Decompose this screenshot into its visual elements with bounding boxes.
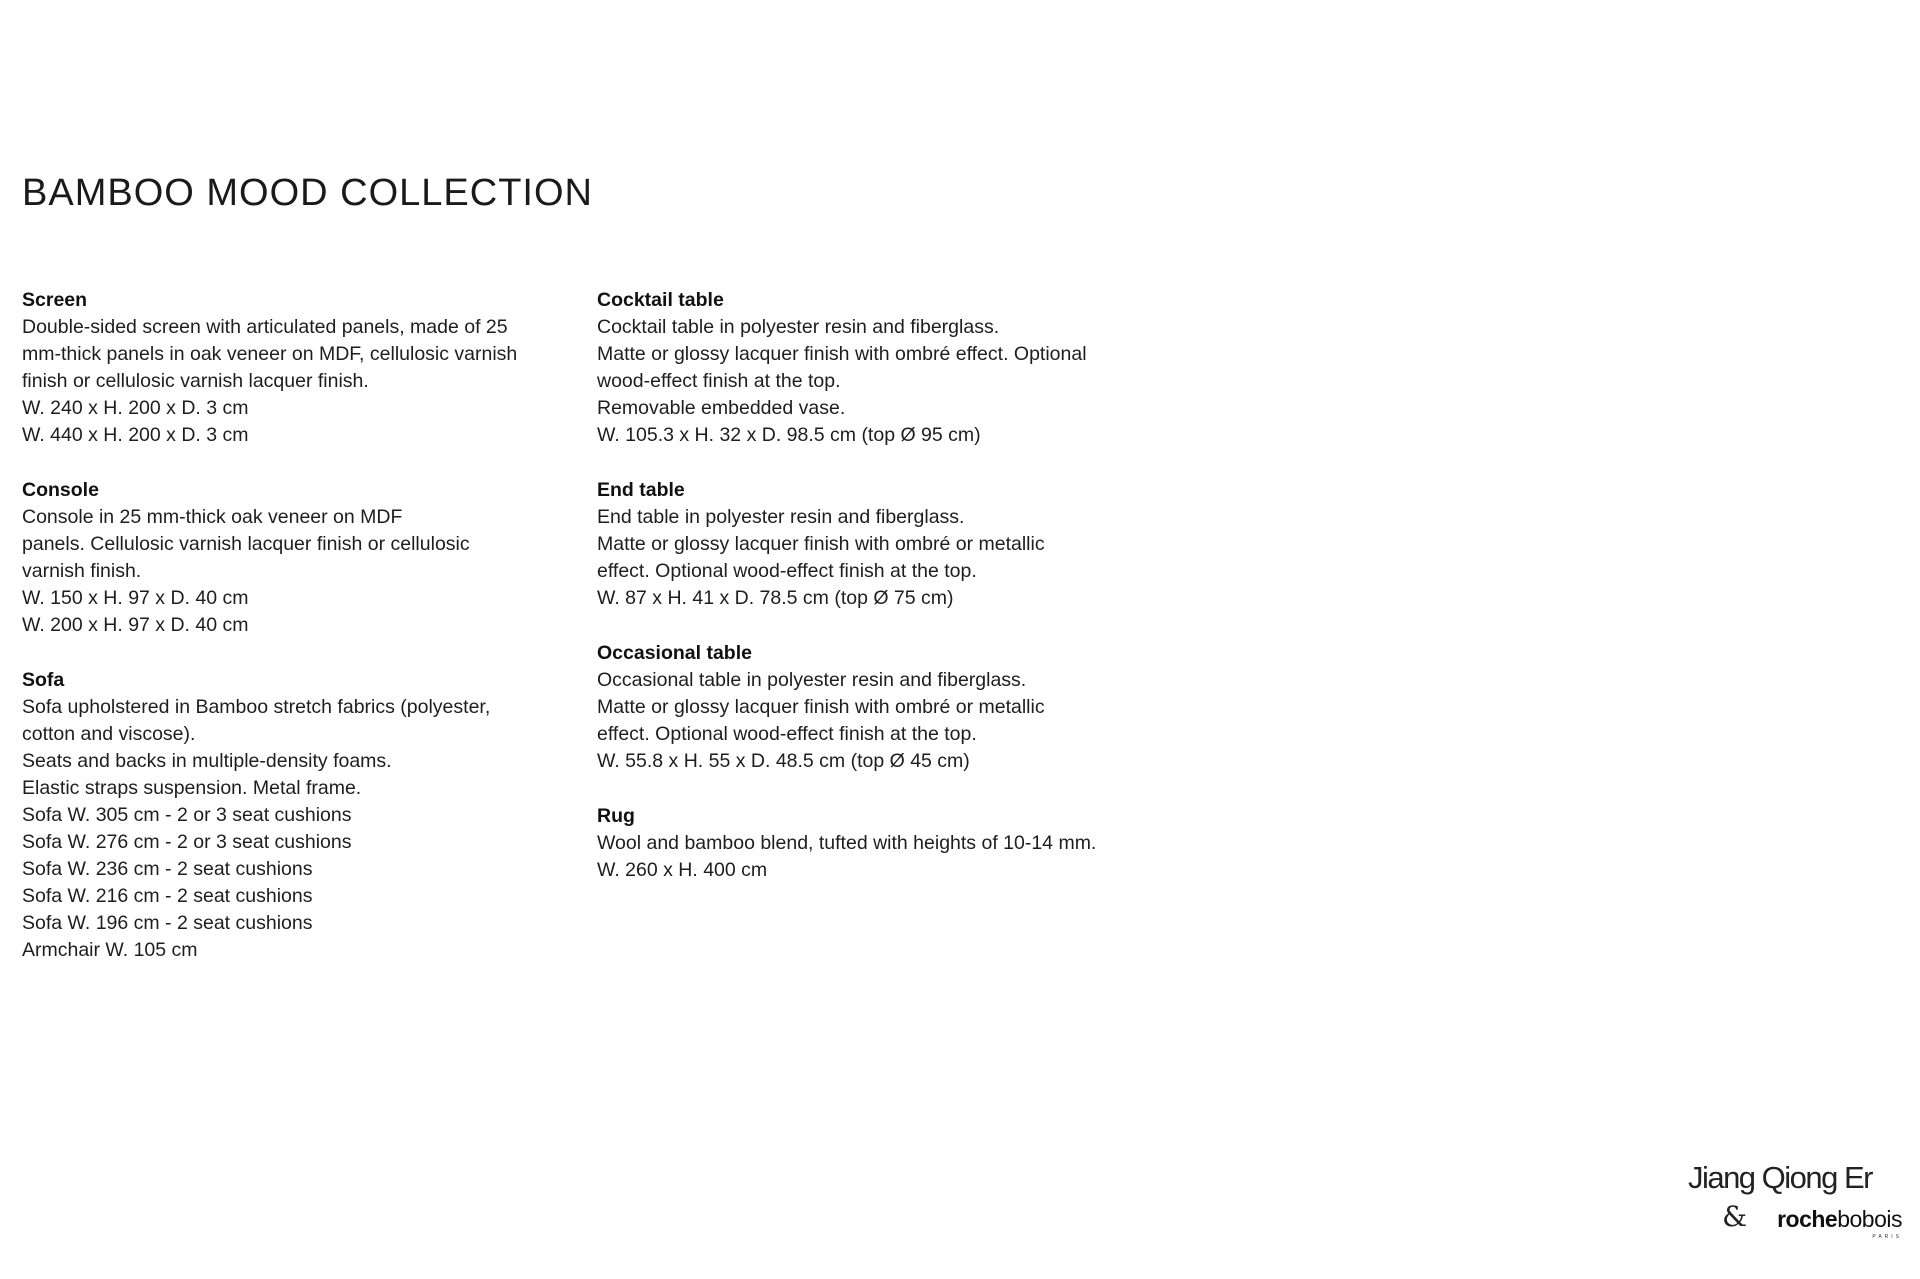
product-dimensions: Sofa W. 196 cm - 2 seat cushions (22, 912, 313, 934)
product-description: Wool and bamboo blend, tufted with heights of 10-14 mm. (597, 832, 1097, 854)
product-dimensions: W. 55.8 x H. 55 x D. 48.5 cm (top Ø 45 cm) (597, 750, 970, 772)
product-description: Matte or glossy lacquer finish with ombré effect. Optional (597, 343, 1087, 365)
product-dimensions: W. 260 x H. 400 cm (597, 859, 768, 881)
product-name: End table (597, 479, 685, 501)
product-name: Occasional table (597, 642, 752, 664)
logo-text-bold: roche (1777, 1206, 1838, 1232)
brand-ampersand: & (1722, 1200, 1747, 1233)
product-name: Sofa (22, 669, 65, 691)
product-sofa (22, 667, 582, 964)
product-name: Rug (597, 805, 635, 827)
product-dimensions: W. 440 x H. 200 x D. 3 cm (22, 424, 249, 446)
product-description: Matte or glossy lacquer finish with ombré or metallic (597, 696, 1045, 718)
product-end-table (597, 477, 1157, 612)
product-dimensions: Sofa W. 276 cm - 2 or 3 seat cushions (22, 831, 352, 853)
product-description: effect. Optional wood-effect finish at the top. (597, 723, 977, 745)
product-dimensions: W. 150 x H. 97 x D. 40 cm (22, 587, 249, 609)
product-description: mm-thick panels in oak veneer on MDF, cellulosic varnish (22, 343, 518, 365)
product-cocktail-table (597, 287, 1157, 449)
page-title: BAMBOO MOOD COLLECTION (22, 172, 593, 214)
product-description: cotton and viscose). (22, 723, 196, 745)
product-description: panels. Cellulosic varnish lacquer finish or cellulosic (22, 533, 470, 555)
product-description: Seats and backs in multiple-density foams. (22, 750, 392, 772)
product-description: finish or cellulosic varnish lacquer finish. (22, 370, 369, 392)
product-description: wood-effect finish at the top. (597, 370, 841, 392)
product-description: Console in 25 mm-thick oak veneer on MDF (22, 506, 403, 528)
logo-subtext: PARIS (1872, 1234, 1902, 1240)
product-dimensions: Sofa W. 305 cm - 2 or 3 seat cushions (22, 804, 352, 826)
product-description: effect. Optional wood-effect finish at the top. (597, 560, 977, 582)
product-dimensions: W. 200 x H. 97 x D. 40 cm (22, 614, 249, 636)
product-dimensions: Sofa W. 216 cm - 2 seat cushions (22, 885, 313, 907)
product-description: Cocktail table in polyester resin and fiberglass. (597, 316, 1000, 338)
product-rug (597, 803, 1157, 884)
product-description: Elastic straps suspension. Metal frame. (22, 777, 362, 799)
product-description: End table in polyester resin and fiberglass. (597, 506, 965, 528)
spec-column-right (597, 287, 1157, 884)
product-name: Console (22, 479, 99, 501)
product-description: varnish finish. (22, 560, 142, 582)
designer-signature: Jiang Qiong Er (1687, 1160, 1872, 1195)
brand-signature (1682, 1160, 1902, 1240)
product-name: Cocktail table (597, 289, 724, 311)
product-dimensions: Sofa W. 236 cm - 2 seat cushions (22, 858, 313, 880)
product-description: Occasional table in polyester resin and fiberglass. (597, 669, 1027, 691)
product-description: Sofa upholstered in Bamboo stretch fabrics (polyester, (22, 696, 491, 718)
product-occasional-table (597, 640, 1157, 775)
spec-column-left (22, 287, 582, 964)
product-screen (22, 287, 582, 449)
product-dimensions: W. 240 x H. 200 x D. 3 cm (22, 397, 249, 419)
product-name: Screen (22, 289, 88, 311)
product-description: Double-sided screen with articulated panels, made of 25 (22, 316, 508, 338)
product-dimensions: W. 105.3 x H. 32 x D. 98.5 cm (top Ø 95 cm) (597, 424, 981, 446)
logo-text-light: bobois (1837, 1206, 1902, 1232)
product-description: Removable embedded vase. (597, 397, 846, 419)
product-dimensions: W. 87 x H. 41 x D. 78.5 cm (top Ø 75 cm) (597, 587, 954, 609)
product-dimensions: Armchair W. 105 cm (22, 939, 198, 961)
roche-bobois-logo (1777, 1206, 1902, 1233)
product-description: Matte or glossy lacquer finish with ombré or metallic (597, 533, 1045, 555)
product-console (22, 477, 582, 639)
